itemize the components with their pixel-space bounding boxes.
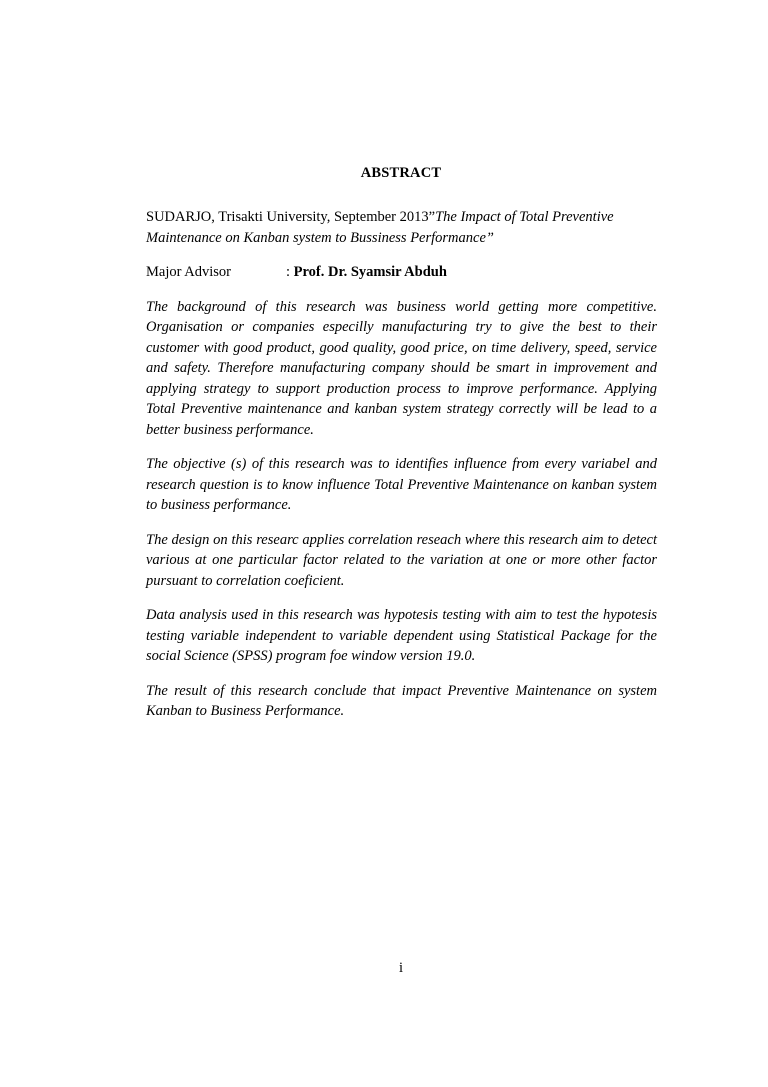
advisor-line xyxy=(146,262,657,283)
citation-title: The Impact of Total Preventive Maintenance on Kanban system to Bussiness Performance” xyxy=(146,209,614,246)
abstract-paragraph-design: The design on this researc applies correlation reseach where this research aim to detect various at one particular factor related to the variation at one or more other factor pursuant to correlation coeficient. xyxy=(146,531,657,589)
page-number: i xyxy=(398,960,404,976)
abstract-paragraph-background: The background of this research was business world getting more competitive. Organisation or companies especilly manufacturing try to give the best to their customer with good product, good quality, good price, on time delivery, speed, service and safety. Therefore manufacturing company should be smart in improvement and applying strategy to support production process to improve performance. Applying Total Preventive maintenance and kanban system strategy correctly will be lead to a better business performance. xyxy=(146,298,657,438)
advisor-value xyxy=(286,262,447,283)
citation xyxy=(146,207,657,248)
advisor-name: Prof. Dr. Syamsir Abduh xyxy=(293,264,447,280)
abstract-paragraph-analysis: Data analysis used in this research was hypotesis testing with aim to test the hypotesis testing variable independent to variable dependent using Statistical Package for the social Science (SPSS) program foe window version 19.0. xyxy=(146,607,657,664)
citation-prefix: SUDARJO, Trisakti University, September 2013” xyxy=(146,209,436,225)
abstract-paragraph-result: The result of this research conclude that impact Preventive Maintenance on system Kanban to Business Performance. xyxy=(146,682,657,719)
advisor-separator: : xyxy=(286,264,294,280)
advisor-label: Major Advisor xyxy=(146,264,231,280)
abstract-content xyxy=(146,207,657,722)
abstract-heading: ABSTRACT xyxy=(360,165,442,181)
abstract-paragraph-objective: The objective (s) of this research was to identifies influence from every variabel and research question is to know influence Total Preventive Maintenance on kanban system to business performance. xyxy=(146,456,657,513)
